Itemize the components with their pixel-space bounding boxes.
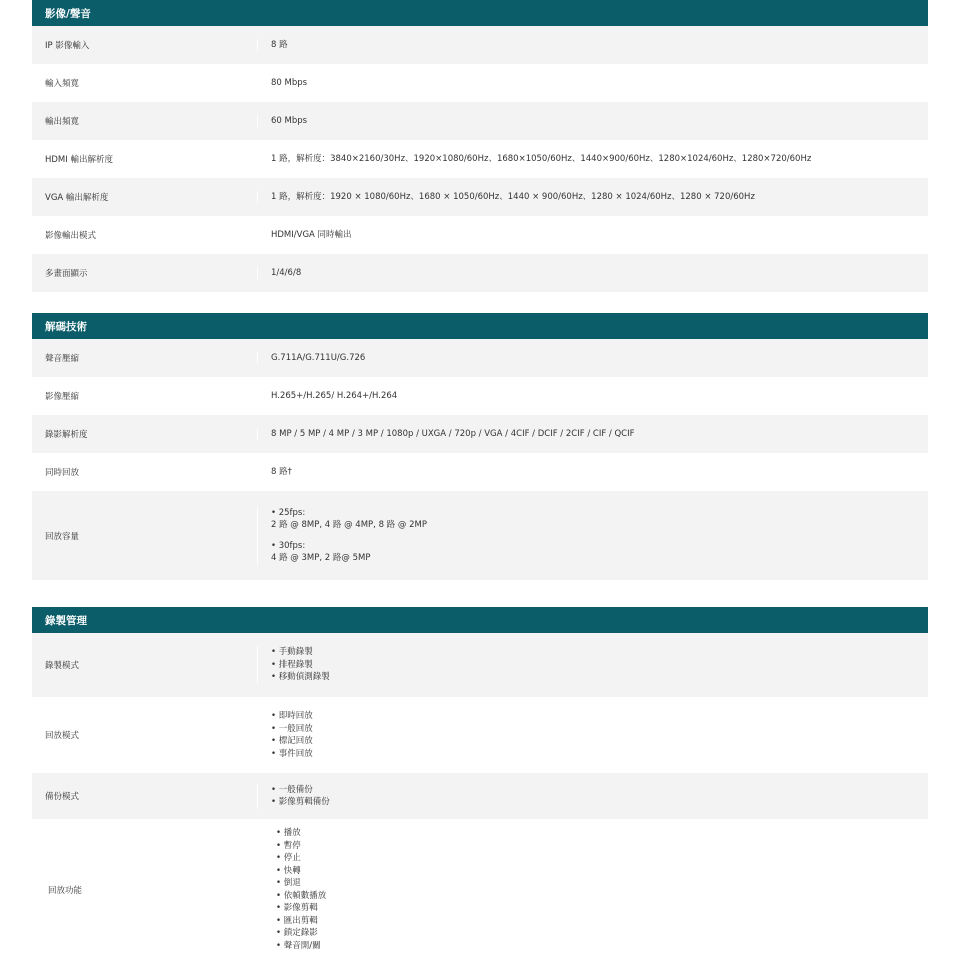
row-value: 1 路，解析度：1920 × 1080/60Hz、1680 × 1050/60Hz、1440 × 900/60Hz、1280 × 1024/60Hz、1280 × 720/60Hz [257,191,928,204]
list-item: • 倒退 [276,878,301,888]
row-label: 影像壓縮 [45,392,80,402]
table-row [32,773,928,819]
list-item: 2 路 @ 8MP, 4 路 @ 4MP, 8 路 @ 2MP [271,520,427,530]
table-row [32,216,928,254]
row-value: 8 MP / 5 MP / 4 MP / 3 MP / 1080p / UXGA / 720p / VGA / 4CIF / DCIF / 2CIF / CIF / QCIF [257,428,928,441]
list-item: • 即時回放 [271,711,313,721]
table-row [32,140,928,178]
row-label: 多畫面顯示 [45,269,88,279]
table-row [32,453,928,491]
row-value [257,646,928,684]
row-label: 輸出頻寬 [45,117,80,127]
row-value: 80 Mbps [257,77,928,90]
row-value: 60 Mbps [257,115,928,128]
row-label: VGA 輸出解析度 [45,193,109,203]
list-item: • 一般備份 [271,784,313,795]
row-value [257,507,928,565]
row-label: HDMI 輸出解析度 [45,155,113,165]
row-value [257,710,928,760]
list-item: • 30fps: [271,540,306,551]
row-label: 同時回放 [45,468,80,478]
table-row [32,697,928,773]
list-item: • 匯出剪輯 [276,915,318,926]
row-value: G.711A/G.711U/G.726 [257,352,928,365]
section-title: 錄製管理 [32,607,928,633]
row-label: 影像輸出模式 [45,231,97,241]
row-label: 回放模式 [45,731,80,741]
table-row [32,633,928,697]
row-label: 回放容量 [45,531,80,542]
list-item: • 影像剪輯 [276,903,318,913]
row-label: 聲音壓縮 [45,354,80,364]
row-value: 8 路 [257,39,928,52]
table-row [32,26,928,64]
row-value [257,827,928,952]
row-label: 錄影解析度 [45,430,88,440]
list-item: 4 路 @ 3MP, 2 路@ 5MP [271,553,371,563]
row-value: 8 路† [257,466,928,479]
list-item: • 暫停 [276,840,301,851]
list-item: • 鎖定錄影 [276,928,318,938]
row-label: 備份模式 [45,792,80,802]
section-title: 解碼技術 [32,313,928,339]
list-item: • 排程錄製 [271,659,313,670]
list-item: • 影像剪輯備份 [271,797,330,807]
row-value: H.265+/H.265/ H.264+/H.264 [257,390,928,403]
list-item: • 停止 [276,853,301,863]
section-recording [32,607,928,960]
table-row [32,64,928,102]
table-row [32,491,928,580]
row-value [257,784,928,809]
list-item: • 依幀數播放 [276,890,327,901]
table-row [32,178,928,216]
list-item: • 聲音開/關 [276,940,321,951]
row-label: 錄製模式 [45,661,80,671]
table-row [32,415,928,453]
list-item: • 一般回放 [271,723,313,734]
row-value: HDMI/VGA 同時輸出 [257,229,928,242]
row-value: 1/4/6/8 [257,267,928,280]
section-decoding [32,313,928,580]
table-row [32,339,928,377]
table-row [32,377,928,415]
table-row [32,819,928,960]
row-label: IP 影像輸入 [45,41,90,51]
row-value: 1 路，解析度：3840×2160/30Hz、1920×1080/60Hz、1680×1050/60Hz、1440×900/60Hz、1280×1024/60Hz、1280×720/60Hz [257,153,928,166]
list-item: • 25fps: [271,507,306,518]
section-video-audio [32,0,928,292]
list-item: • 快轉 [276,865,301,876]
table-row [32,102,928,140]
list-item: • 標記回放 [271,736,313,746]
row-label: 輸入頻寬 [45,79,80,89]
list-item: • 播放 [276,828,301,838]
list-item: • 移動偵測錄製 [271,672,330,683]
section-title: 影像/聲音 [32,0,928,26]
list-item: • 手動錄製 [271,647,313,658]
list-item: • 事件回放 [271,748,313,759]
table-row [32,254,928,292]
row-label: 回放功能 [48,885,83,896]
